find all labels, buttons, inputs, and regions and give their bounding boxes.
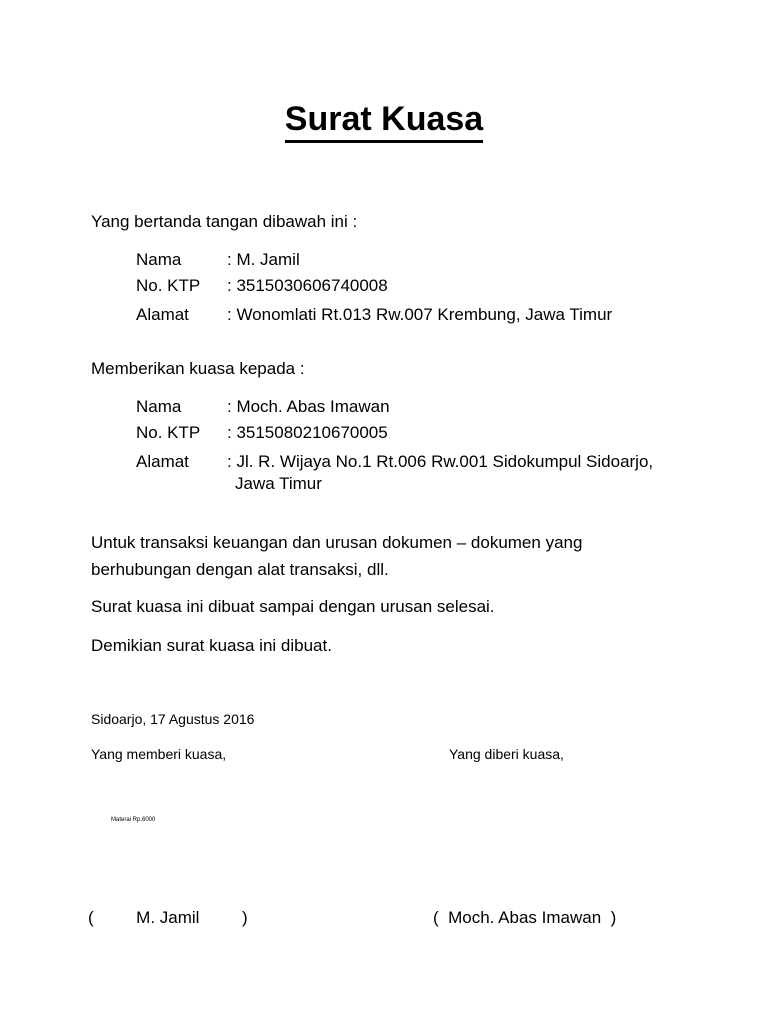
grantor-address-value: : Wonomlati Rt.013 Rw.007 Krembung, Jawa Timur [227,305,613,324]
grantee-name-value: : Moch. Abas Imawan [227,397,390,416]
grantor-name-label: Nama [136,250,182,269]
grant-line: Memberikan kuasa kepada : [91,359,305,378]
grantee-address-value: : Jl. R. Wijaya No.1 Rt.006 Rw.001 Sidokumpul Sidoarjo, [227,452,654,471]
purpose-line-2: berhubungan dengan alat transaksi, dll. [91,560,389,579]
closing-text: Demikian surat kuasa ini dibuat. [91,636,332,655]
stamp-note: Materai Rp.6000 [111,817,156,823]
grantee-ktp-label: No. KTP [136,423,201,442]
grantee-address-row [136,449,654,493]
grantor-ktp-value: : 3515030606740008 [227,276,388,295]
grantee-signature: ( Moch. Abas Imawan ) [433,908,617,927]
grantee-name-label: Nama [136,397,182,416]
grantee-address-label: Alamat [136,452,189,471]
grantor-signature: ( M. Jamil ) [88,908,248,927]
grantor-name-value: : M. Jamil [227,250,300,269]
grantor-caption: Yang memberi kuasa, [91,746,227,762]
grantor-address-label: Alamat [136,305,189,324]
purpose-line-1: Untuk transaksi keuangan dan urusan dokumen – dokumen yang [91,533,583,552]
grantee-ktp-row [136,420,388,446]
place-date: Sidoarjo, 17 Agustus 2016 [91,711,255,727]
grantor-address-row [136,302,612,328]
document-title: Surat Kuasa [0,100,768,139]
grantee-name-row [136,394,390,420]
grantor-ktp-row [136,273,388,299]
grantor-ktp-label: No. KTP [136,276,201,295]
grantee-ktp-value: : 3515080210670005 [227,423,388,442]
validity-text: Surat kuasa ini dibuat sampai dengan urusan selesai. [91,597,495,616]
grantee-caption: Yang diberi kuasa, [449,746,564,762]
grantor-name-row [136,247,300,273]
grantee-address-continuation: Jawa Timur [235,474,322,493]
intro-text: Yang bertanda tangan dibawah ini : [91,212,358,231]
